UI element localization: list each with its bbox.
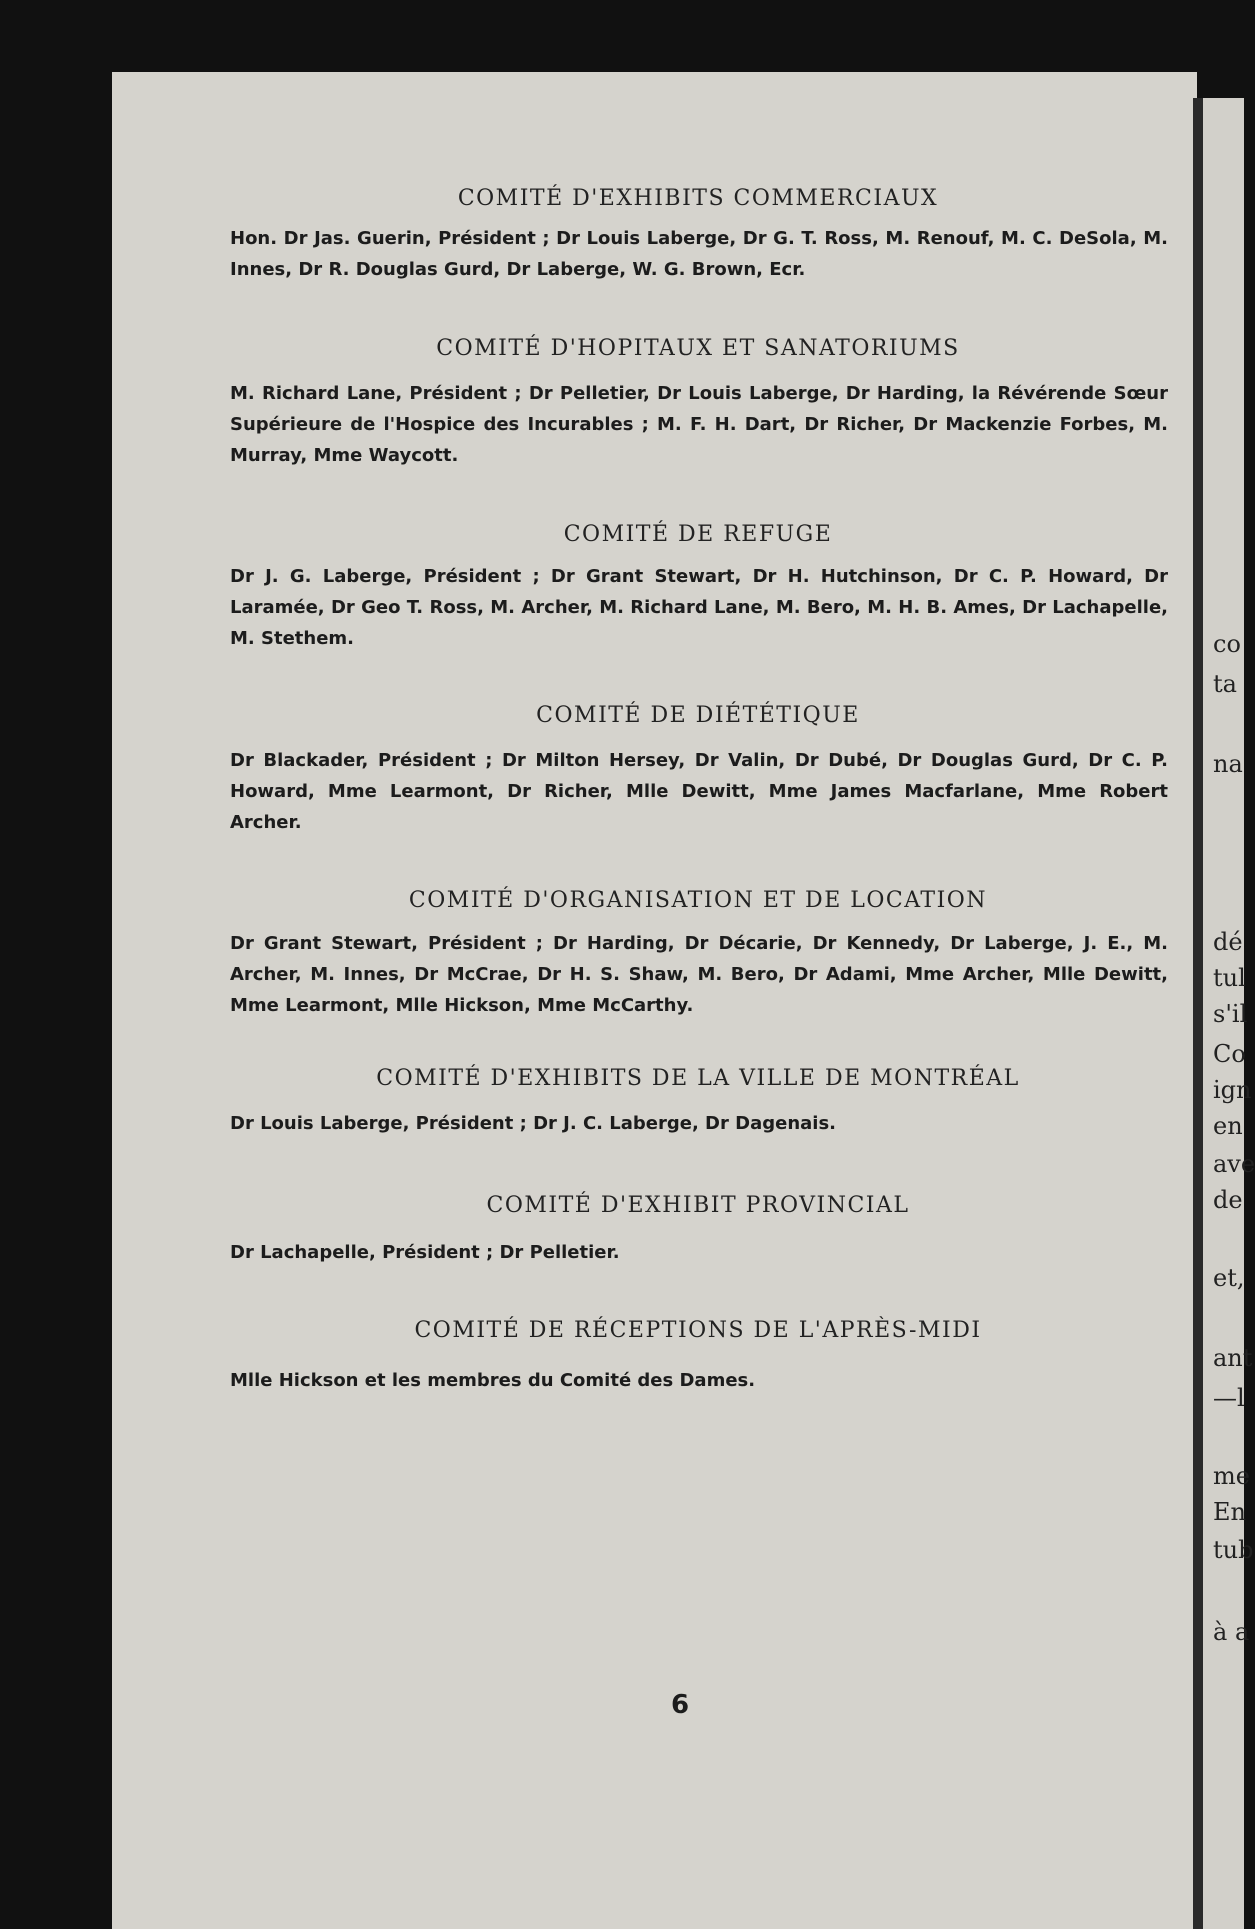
fragment-text: na	[1213, 750, 1243, 778]
section-body: Dr Grant Stewart, Président ; Dr Harding, Dr Décarie, Dr Kennedy, Dr Laberge, J. E., M. Archer, M. Innes, Dr McCrae, Dr H. S. Shaw, M. Bero, Dr Adami, Mme Archer, Mlle Dewitt, Mme Learmont, Mlle Hickson, Mme McCarthy.	[230, 933, 1168, 1016]
fragment-text: En	[1213, 1498, 1246, 1526]
page-number: 6	[670, 1690, 690, 1720]
section-heading: COMITÉ DE REFUGE	[563, 522, 833, 547]
section-body: Dr Louis Laberge, Président ; Dr J. C. Laberge, Dr Dagenais.	[230, 1113, 837, 1134]
section-body: Dr J. G. Laberge, Président ; Dr Grant Stewart, Dr H. Hutchinson, Dr C. P. Howard, Dr Laramée, Dr Geo T. Ross, M. Archer, M. Richard Lane, M. Bero, M. H. B. Ames, Dr Lachapelle, M. Stethem.	[230, 566, 1168, 649]
section-heading: COMITÉ D'EXHIBITS COMMERCIAUX	[457, 186, 939, 211]
fragment-text: co	[1213, 630, 1241, 658]
section-body: Dr Blackader, Président ; Dr Milton Hersey, Dr Valin, Dr Dubé, Dr Douglas Gurd, Dr C. P. Howard, Mme Learmont, Dr Richer, Mlle Dewitt, Mme James Macfarlane, Mme Robert Archer.	[230, 750, 1168, 833]
section-body: Dr Lachapelle, Président ; Dr Pelletier.	[230, 1242, 620, 1263]
fragment-text: dé	[1213, 928, 1243, 956]
fragment-text: tul	[1213, 964, 1246, 992]
fragment-text: ign	[1213, 1076, 1252, 1104]
fragment-text: en	[1213, 1112, 1243, 1140]
fragment-text: me	[1213, 1462, 1250, 1490]
section-heading: COMITÉ D'EXHIBITS DE LA VILLE DE MONTRÉAL	[376, 1066, 1020, 1091]
section-body: Mlle Hickson et les membres du Comité des Dames.	[230, 1370, 756, 1391]
page-gutter	[1193, 98, 1203, 1929]
section-body: M. Richard Lane, Président ; Dr Pelletier, Dr Louis Laberge, Dr Harding, la Révérende Sœur Supérieure de l'Hospice des Incurables ; M. F. H. Dart, Dr Richer, Dr Mackenzie Forbes, M. Murray, Mme Waycott.	[230, 383, 1168, 466]
fragment-text: ta	[1213, 670, 1237, 698]
fragment-text: ave	[1213, 1150, 1255, 1178]
section-heading: COMITÉ D'ORGANISATION ET DE LOCATION	[408, 888, 988, 913]
fragment-text: Co	[1213, 1040, 1246, 1068]
fragment-text: et,	[1213, 1264, 1245, 1292]
fragment-text: —l	[1213, 1384, 1245, 1412]
fragment-text: s'il	[1213, 1000, 1248, 1028]
fragment-text: ant	[1213, 1344, 1253, 1372]
section-heading: COMITÉ DE RÉCEPTIONS DE L'APRÈS-MIDI	[414, 1318, 982, 1343]
adjacent-page-fragment	[1203, 98, 1255, 1929]
fragment-text: à a	[1213, 1618, 1250, 1646]
section-heading: COMITÉ DE DIÉTÉTIQUE	[536, 703, 860, 728]
section-heading: COMITÉ D'HOPITAUX ET SANATORIUMS	[436, 336, 960, 361]
section-body: Hon. Dr Jas. Guerin, Président ; Dr Louis Laberge, Dr G. T. Ross, M. Renouf, M. C. DeSola, M. Innes, Dr R. Douglas Gurd, Dr Laberge, W. G. Brown, Ecr.	[230, 228, 1168, 280]
fragment-text: tub	[1213, 1536, 1254, 1564]
fragment-text: de	[1213, 1186, 1243, 1214]
section-heading: COMITÉ D'EXHIBIT PROVINCIAL	[486, 1193, 910, 1218]
